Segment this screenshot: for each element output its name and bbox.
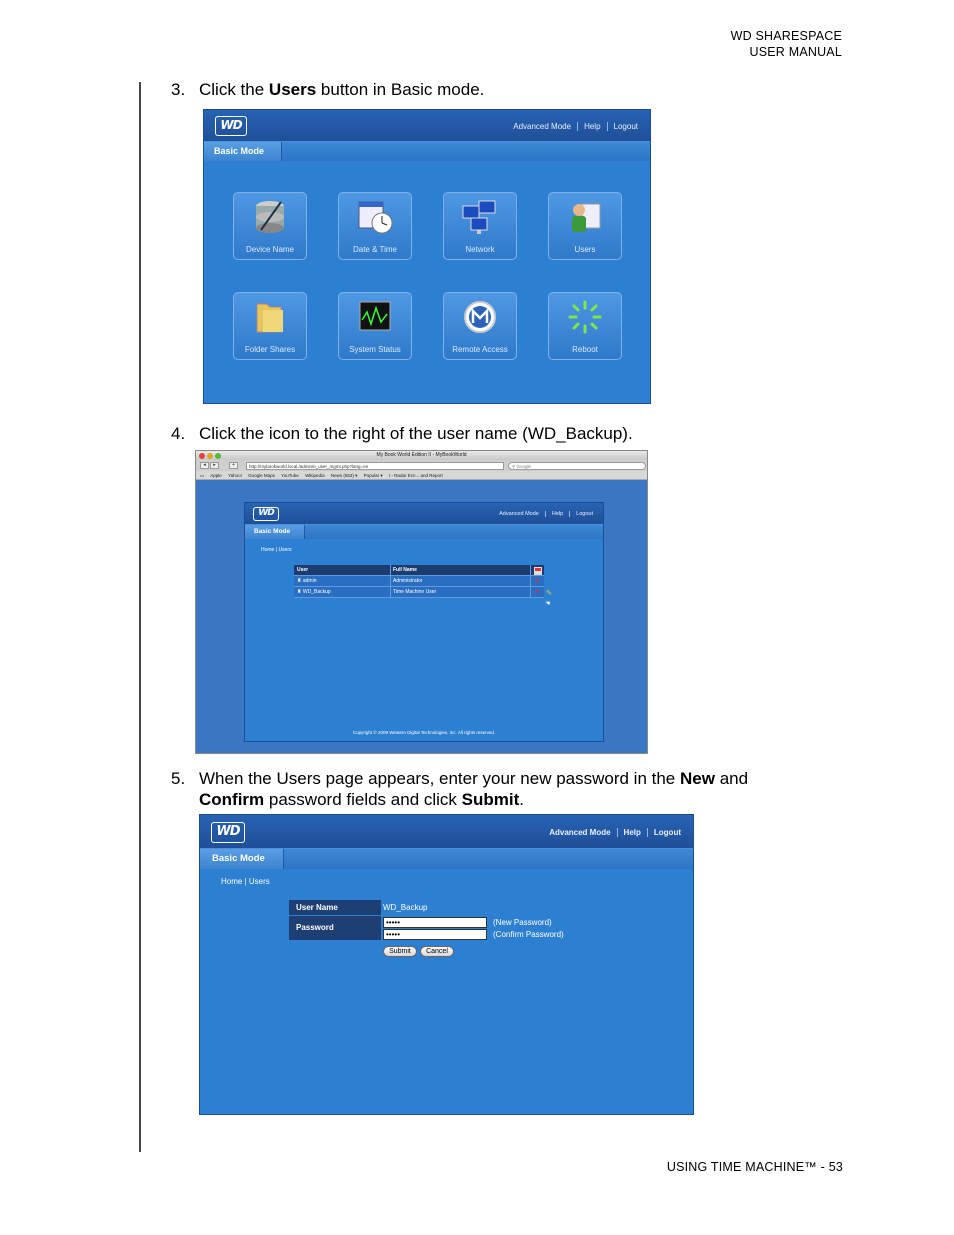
search-field[interactable]: ⚲ Google [508,462,646,470]
reboot-button[interactable] [548,292,622,360]
wd-logo: WD [211,822,245,843]
monitor-chart-icon [356,298,394,336]
bookmark-item[interactable]: News (553) ▾ [330,473,358,478]
breadcrumb-users[interactable]: Users [248,877,270,886]
page-header [731,28,842,60]
user-cell: ♜ admin [297,578,317,584]
new-password-hint: (New Password) [493,918,552,927]
delete-cell [530,587,544,598]
network-button[interactable] [443,192,517,260]
delete-cell [530,576,544,587]
delete-icon[interactable]: ✕ [535,589,540,595]
edit-user-icon[interactable]: ✎ [546,590,552,597]
delete-icon[interactable]: ✕ [535,578,540,584]
tile-label: System Status [349,345,401,354]
tile-label: Reboot [572,345,598,354]
wd-tab-bar [204,142,650,161]
step-number: 5. [171,769,186,788]
minimize-icon[interactable] [207,453,213,459]
table-header [294,565,544,576]
browser-title: My Book World Edition II - MyBookWorld [376,452,467,458]
user-cell: ♜ WD_Backup [297,589,331,595]
bookmarks-book-icon[interactable]: ▭ [200,473,205,478]
margin-rule [139,82,141,1152]
nav-help[interactable]: Help [617,828,647,837]
tile-label: Device Name [245,245,294,254]
nav-advanced-mode[interactable]: Advanced Mode [513,122,572,131]
search-icon: ⚲ [512,463,517,469]
submit-button[interactable]: Submit [383,946,417,957]
change-password-screenshot [199,814,694,1115]
nav-logout[interactable]: Logout [569,511,599,517]
nav-logout[interactable]: Logout [607,122,644,131]
bookmark-item[interactable]: Apple [210,473,222,478]
wd-logo: WD [215,116,247,136]
breadcrumb: Home | Users [221,877,270,886]
database-icon [251,198,289,236]
page-footer: USING TIME MACHINE™ - 53 [666,1160,843,1174]
tab-basic-mode[interactable]: Basic Mode [204,142,282,161]
breadcrumb-users[interactable]: Users [278,547,292,553]
cursor-icon: ☚ [545,601,551,607]
add-user-icon[interactable] [534,567,542,575]
col-user: User [297,567,309,573]
tab-basic-mode[interactable]: Basic Mode [200,849,284,869]
breadcrumb-home[interactable]: Home [221,877,243,886]
copyright: Copyright © 2009 Western Digital Technologies, Inc. All rights reserved. [352,730,496,735]
date-time-button[interactable] [338,192,412,260]
new-password-field[interactable]: ••••• [383,917,487,928]
step-number: 3. [171,80,186,99]
breadcrumb-home[interactable]: Home [261,547,275,553]
system-status-button[interactable] [338,292,412,360]
back-icon[interactable]: ◂ [200,462,209,469]
tab-basic-mode[interactable]: Basic Mode [245,525,305,539]
step-text: When the Users page appears, enter your new password in the New and Confirm password fields and click Submit. [199,769,749,809]
bookmark-item[interactable]: YouTube [281,473,299,478]
folder-shares-button[interactable] [233,292,307,360]
tile-label: Date & Time [352,245,397,254]
tile-label: Network [465,245,495,254]
wd-top-nav [543,828,687,837]
bookmark-item[interactable]: Google Maps [248,473,275,478]
network-icon [461,198,499,236]
user-name-value: WD_Backup [383,903,428,912]
forward-icon[interactable]: ▸ [210,462,219,469]
tile-label: Remote Access [452,345,508,354]
browser-title-bar [196,451,647,460]
wd-top-bar [204,110,650,142]
nav-logout[interactable]: Logout [647,828,687,837]
nav-advanced-mode[interactable]: Advanced Mode [549,828,611,837]
device-name-button[interactable] [233,192,307,260]
basic-mode-screenshot [203,109,651,404]
table-row[interactable] [294,576,544,587]
add-bookmark-icon[interactable]: + [229,462,238,469]
users-button[interactable] [548,192,622,260]
wd-logo: WD [253,507,279,521]
bookmark-item[interactable]: Popular ▾ [363,473,383,478]
bookmark-item[interactable]: I - Radar Ecn... and Report [388,473,443,478]
add-user-cell [530,565,544,576]
step-number: 4. [171,424,186,443]
cancel-button[interactable]: Cancel [420,946,454,957]
nav-help[interactable]: Help [545,511,569,517]
wd-users-page [244,502,604,742]
tile-label: Users [574,245,596,254]
wd-top-nav [507,122,644,131]
header-line-1: WD SHARESPACE [730,29,842,43]
confirm-password-hint: (Confirm Password) [493,930,564,939]
browser-toolbar [196,460,647,471]
browser-screenshot [195,450,648,754]
wd-tab-bar [200,849,693,869]
reboot-icon [566,298,604,336]
users-table [294,565,552,607]
folder-icon [251,298,289,336]
nav-help[interactable]: Help [577,122,606,131]
wd-tab-bar [245,525,603,539]
wd-top-bar [245,503,603,525]
user-icon: ♜ [297,589,303,595]
admin-user-icon: ♜ [297,578,303,584]
wd-top-bar [200,815,693,849]
table-row[interactable] [294,587,544,598]
bookmark-item[interactable]: Wikipedia [305,473,325,478]
bookmark-item[interactable]: Yahoo! [227,473,242,478]
wd-top-nav [493,511,599,517]
confirm-password-field[interactable]: ••••• [383,929,487,940]
calendar-clock-icon [356,198,394,236]
close-icon[interactable] [199,453,205,459]
tile-label: Folder Shares [244,345,296,354]
users-icon [566,198,604,236]
zoom-icon[interactable] [215,453,221,459]
nav-advanced-mode[interactable]: Advanced Mode [499,511,539,517]
remote-access-icon [461,298,499,336]
header-line-2: USER MANUAL [749,45,842,59]
password-label: Password [289,916,381,940]
full-name-cell: Time Machine User [390,587,436,598]
url-bar[interactable]: http://mybookworld.local./admin/e_user_mgmt.php?lang=en [246,462,504,470]
user-name-label: User Name [289,900,381,915]
step-text: Click the icon to the right of the user name (WD_Backup). [199,424,633,443]
breadcrumb: Home | Users [261,547,292,553]
step-text: Click the Users button in Basic mode. [199,80,485,99]
remote-access-button[interactable] [443,292,517,360]
col-full-name: Full Name [390,565,417,576]
bookmarks-bar [196,471,647,480]
full-name-cell: Administrator [390,576,422,587]
